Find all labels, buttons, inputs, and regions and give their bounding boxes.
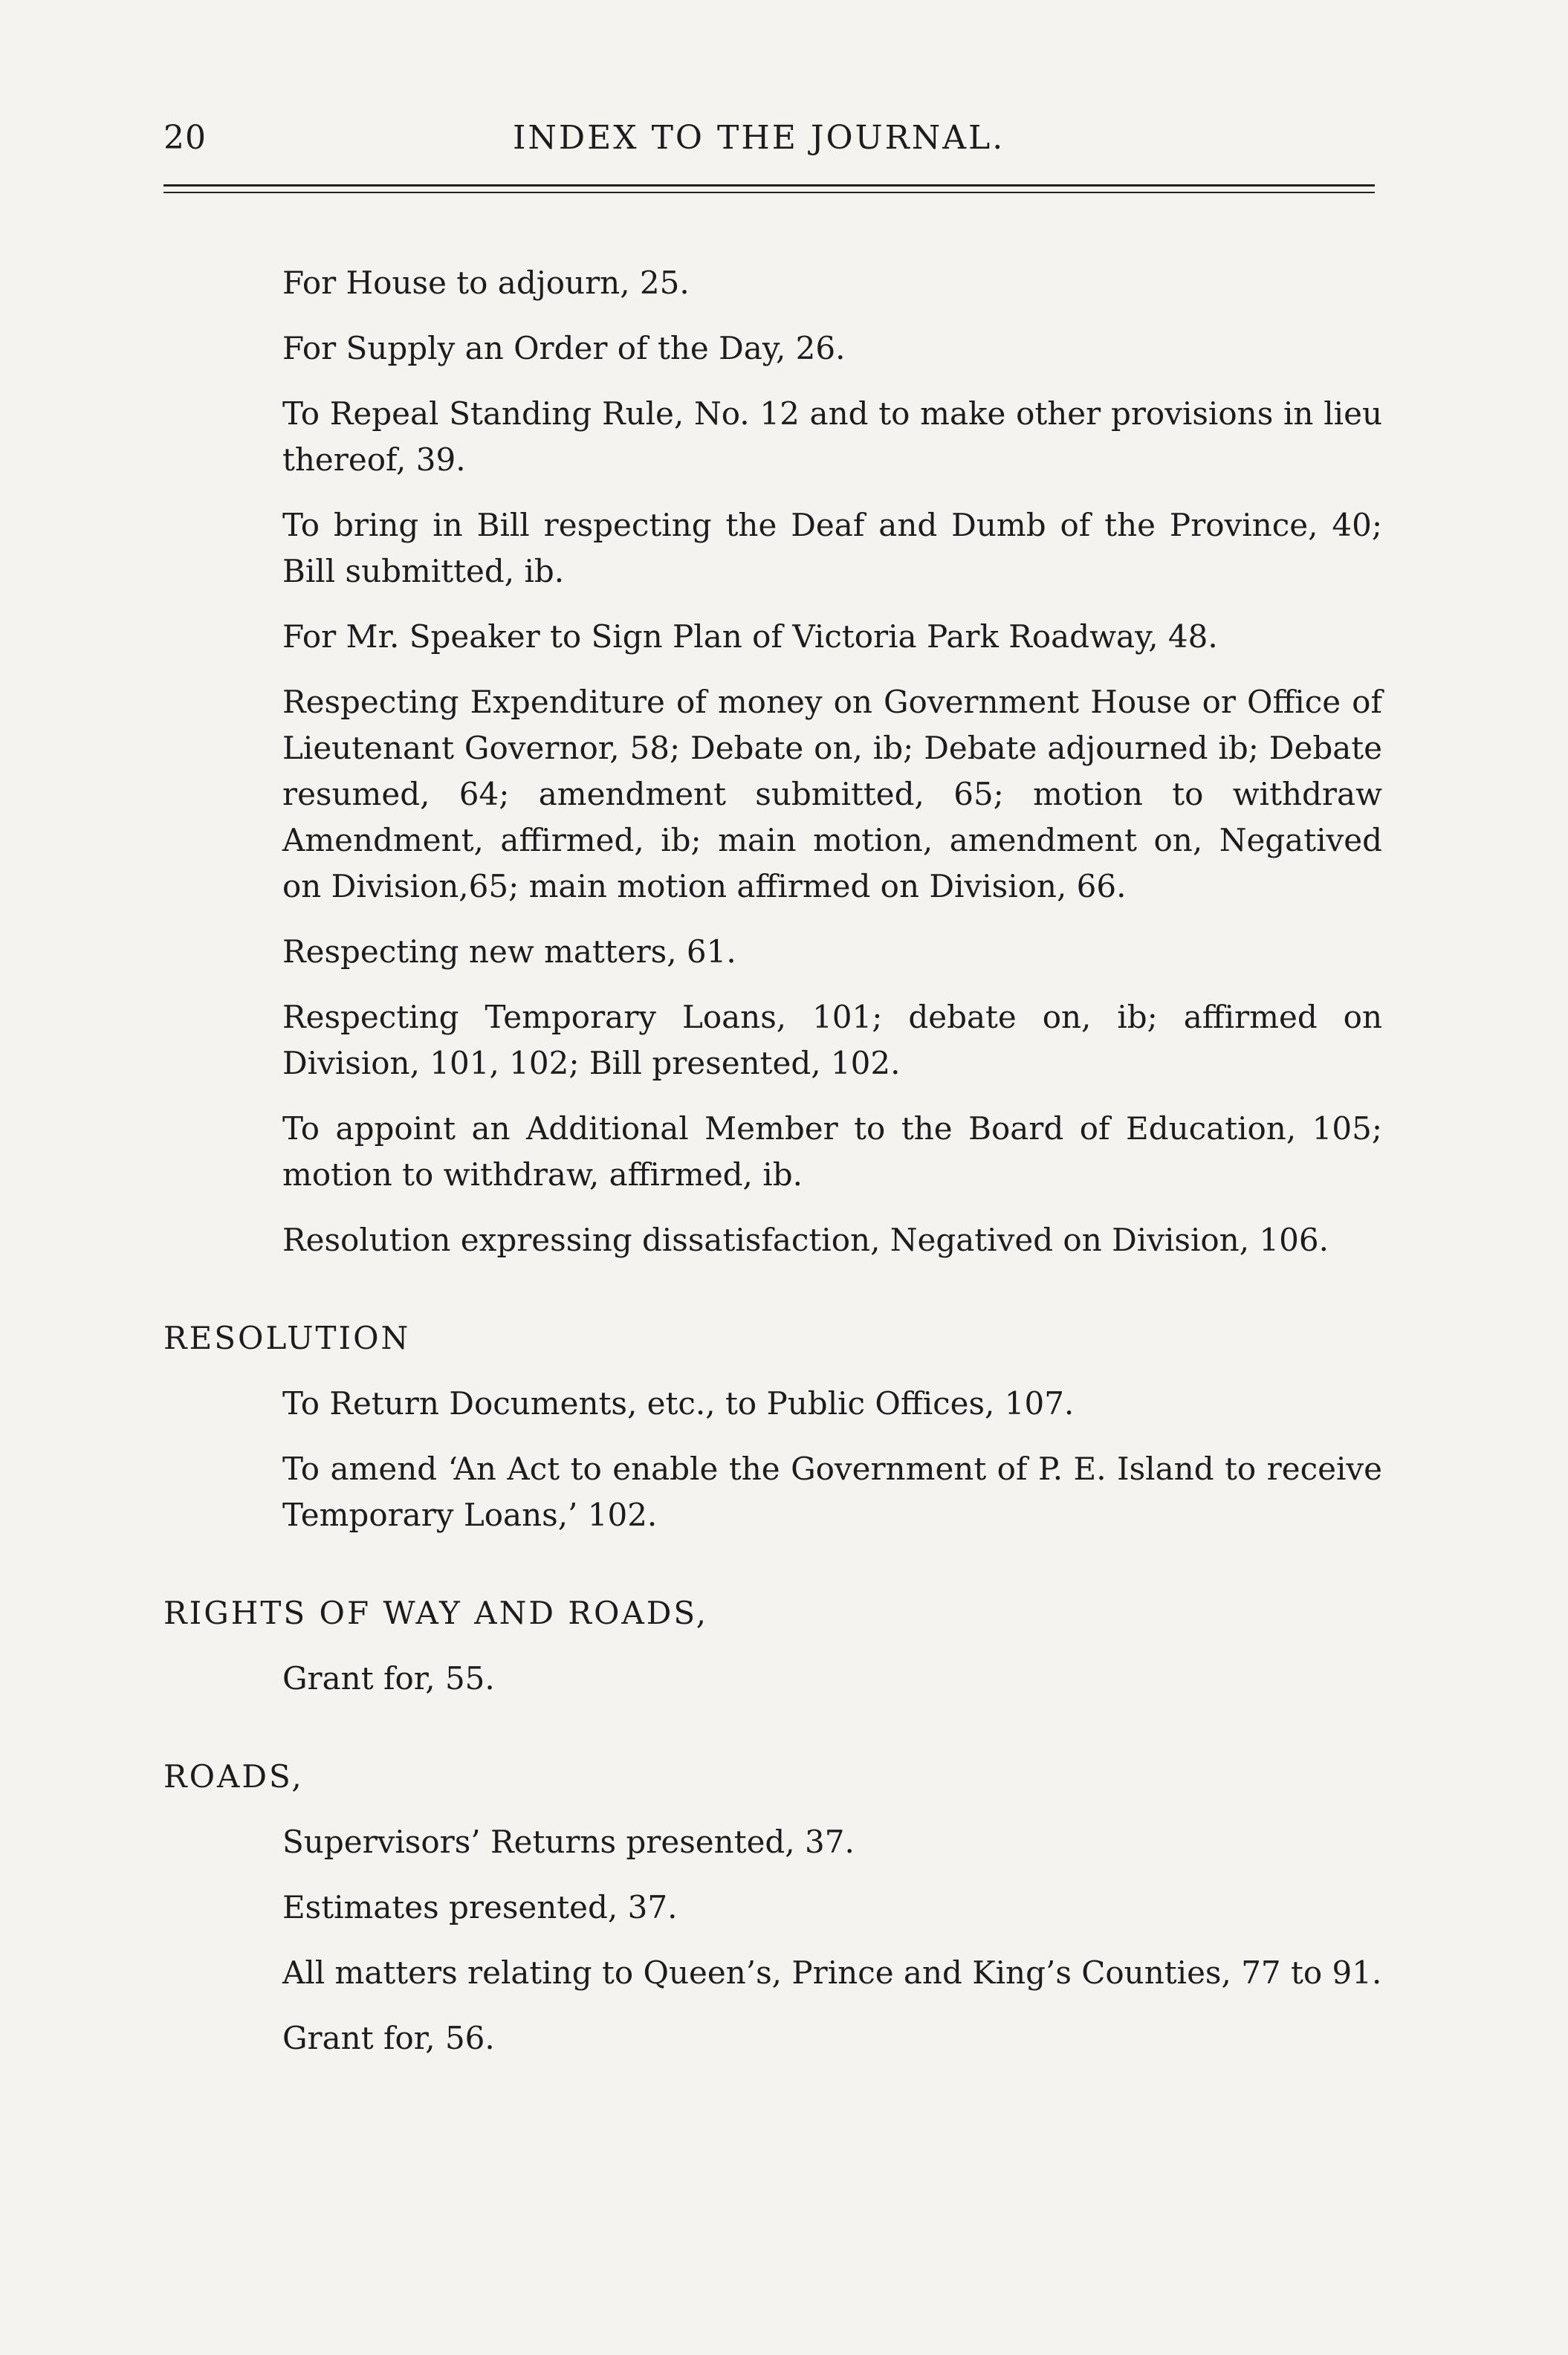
running-title: INDEX TO THE JOURNAL. — [513, 119, 1005, 157]
index-entry: Grant for, 55. — [282, 1660, 495, 1697]
page-header — [163, 111, 1375, 171]
index-entry: For Mr. Speaker to Sign Plan of Victoria Park Roadway, 48. — [282, 618, 1218, 655]
index-entry: Grant for, 56. — [282, 2020, 495, 2056]
index-entry: To Return Documents, etc., to Public Offices, 107. — [282, 1385, 1075, 1422]
index-entry: To appoint an Additional Member to the Board of Education, 105; motion to withdraw, affirmed, ib. — [282, 1110, 1382, 1193]
index-entry: To Repeal Standing Rule, No. 12 and to make other provisions in lieu thereof, 39. — [282, 395, 1382, 478]
header-rule-secondary — [163, 192, 1375, 193]
page-number: 20 — [163, 119, 207, 157]
index-entry: For Supply an Order of the Day, 26. — [282, 330, 846, 366]
index-entry: Estimates presented, 37. — [282, 1889, 678, 1925]
index-entry: To bring in Bill respecting the Deaf and Dumb of the Province, 40; Bill submitted, ib. — [282, 507, 1382, 589]
section-heading-roads: ROADS, — [163, 1758, 304, 1795]
index-entry: Respecting new matters, 61. — [282, 933, 736, 970]
section-heading-resolution: RESOLUTION — [163, 1320, 411, 1356]
header-rule — [163, 184, 1375, 187]
index-entry: All matters relating to Queen’s, Prince and King’s Counties, 77 to 91. — [282, 1954, 1382, 1991]
index-entry: For House to adjourn, 25. — [282, 265, 690, 301]
index-entry: Respecting Temporary Loans, 101; debate on, ib; affirmed on Division, 101, 102; Bill presented, 102. — [282, 999, 1382, 1081]
index-entries — [163, 260, 1382, 2081]
index-entry: Respecting Expenditure of money on Government House or Office of Lieutenant Governor, 58; Debate on, ib; Debate adjourned ib; Debate resumed, 64; amendment submitted, 65; motion to withdraw Amendment, affirmed, ib; main motion, amendment on, Negatived on Division,65; main motion affirmed on Division, 66. — [282, 684, 1382, 904]
index-entry: To amend ‘An Act to enable the Government of P. E. Island to receive Temporary Loans,’ 102. — [282, 1451, 1382, 1533]
index-entry: Resolution expressing dissatisfaction, Negatived on Division, 106. — [282, 1222, 1329, 1258]
section-heading-rights-of-way: RIGHTS OF WAY AND ROADS, — [163, 1595, 709, 1631]
index-entry: Supervisors’ Returns presented, 37. — [282, 1824, 855, 1860]
